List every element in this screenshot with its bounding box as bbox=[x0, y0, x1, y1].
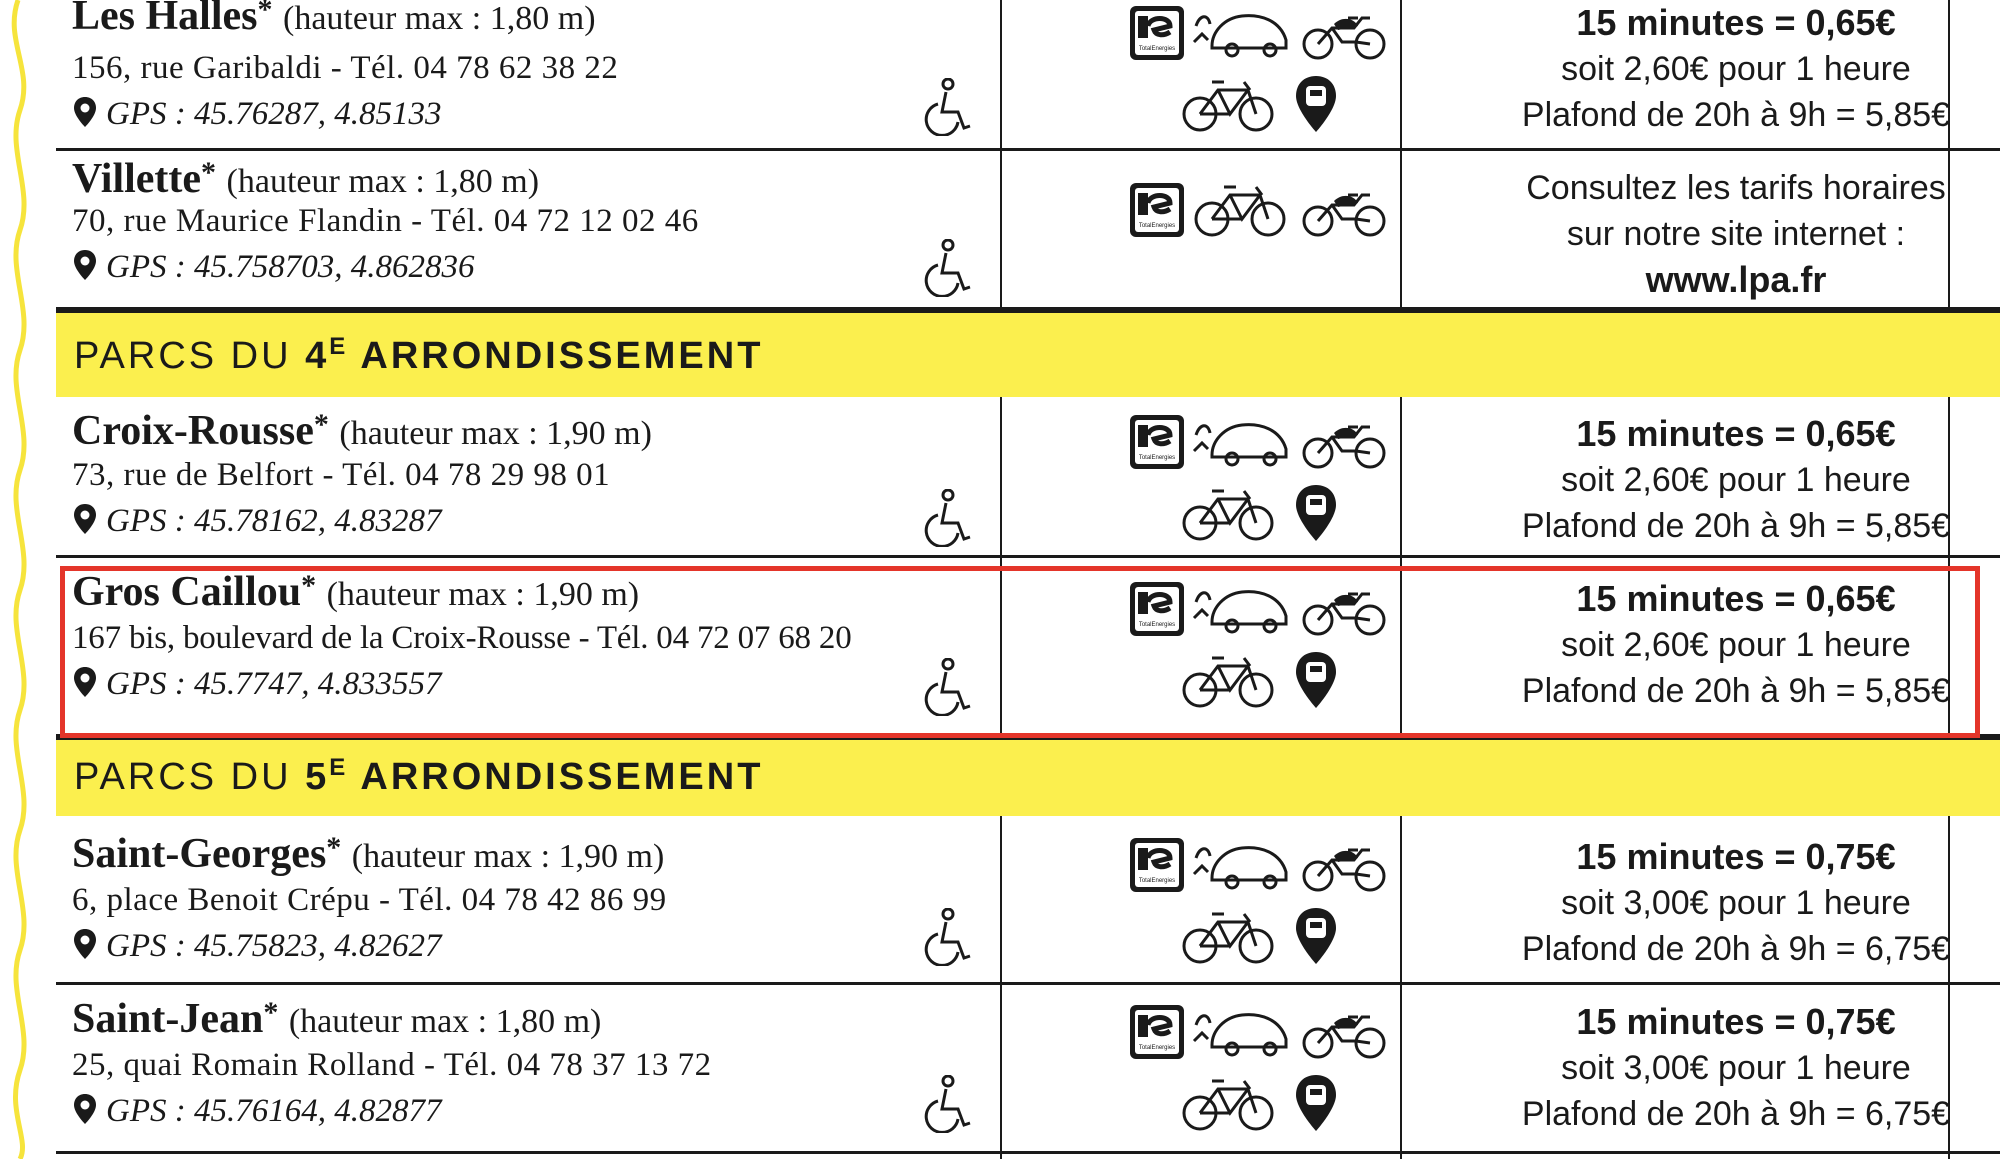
bicycle-icon bbox=[1178, 76, 1278, 134]
wheelchair-icon bbox=[918, 908, 974, 966]
electric-car-icon bbox=[1190, 415, 1290, 473]
svg-text:TotalEnergies: TotalEnergies bbox=[1138, 1045, 1176, 1051]
motorcycle-icon bbox=[1298, 183, 1388, 241]
wheelchair-icon bbox=[918, 78, 974, 136]
park-name: Saint-Jean* (hauteur max : 1,80 m) bbox=[72, 996, 602, 1042]
park-gps: GPS : 45.78162, 4.83287 bbox=[72, 503, 441, 540]
park-name: Les Halles* (hauteur max : 1,80 m) bbox=[72, 0, 596, 39]
park-gps: GPS : 45.75823, 4.82627 bbox=[72, 928, 441, 965]
park-gps: GPS : 45.76287, 4.85133 bbox=[72, 96, 441, 133]
electric-car-icon bbox=[1190, 838, 1290, 896]
park-address: 25, quai Romain Rolland - Tél. 04 78 37 13 72 bbox=[72, 1047, 712, 1083]
services-icons bbox=[1068, 4, 1398, 144]
park-name: Croix-Rousse* (hauteur max : 1,90 m) bbox=[72, 408, 652, 454]
park-row-saint-jean bbox=[56, 985, 2000, 1154]
park-row-les-halles bbox=[56, 0, 2000, 151]
price-block: 15 minutes = 0,65€ soit 2,60€ pour 1 heure Plafond de 20h à 9h = 5,85€ bbox=[1521, 2, 1951, 134]
totalenergies-logo bbox=[1128, 413, 1186, 471]
location-pin-icon bbox=[72, 1093, 98, 1125]
park-name: Villette* (hauteur max : 1,80 m) bbox=[72, 156, 540, 202]
park-gps: GPS : 45.7747, 4.833557 bbox=[72, 666, 441, 703]
electric-car-icon bbox=[1190, 6, 1290, 64]
services-icons bbox=[1068, 836, 1398, 976]
park-address: 6, place Benoit Crépu - Tél. 04 78 42 86 99 bbox=[72, 882, 667, 918]
price-block: 15 minutes = 0,65€ soit 2,60€ pour 1 heure Plafond de 20h à 9h = 5,85€ bbox=[1521, 578, 1951, 710]
svg-text:TotalEnergies: TotalEnergies bbox=[1138, 622, 1176, 628]
price-block: 15 minutes = 0,75€ soit 3,00€ pour 1 heure Plafond de 20h à 9h = 6,75€ bbox=[1521, 836, 1951, 968]
motorcycle-icon bbox=[1298, 6, 1388, 64]
electric-car-icon bbox=[1190, 1005, 1290, 1063]
svg-text:TotalEnergies: TotalEnergies bbox=[1138, 455, 1176, 461]
price-block: 15 minutes = 0,75€ soit 3,00€ pour 1 heure Plafond de 20h à 9h = 6,75€ bbox=[1521, 1001, 1951, 1133]
location-pin-icon bbox=[72, 249, 98, 281]
wheelchair-icon bbox=[918, 489, 974, 547]
decorative-squiggle bbox=[0, 0, 56, 1159]
park-gps: GPS : 45.76164, 4.82877 bbox=[72, 1093, 441, 1130]
location-pin-icon bbox=[72, 503, 98, 535]
motorcycle-icon bbox=[1298, 838, 1388, 896]
location-pin-icon bbox=[72, 96, 98, 128]
svg-text:TotalEnergies: TotalEnergies bbox=[1138, 878, 1176, 884]
location-pin-icon bbox=[72, 928, 98, 960]
motorcycle-icon bbox=[1298, 415, 1388, 473]
highlight-box bbox=[60, 566, 1980, 738]
svg-text:TotalEnergies: TotalEnergies bbox=[1138, 46, 1176, 52]
bicycle-icon bbox=[1178, 485, 1278, 543]
park-address: 156, rue Garibaldi - Tél. 04 78 62 38 22 bbox=[72, 50, 619, 86]
section-header-4e: PARCS DU $4^E$ ARRONDISSEMENT bbox=[56, 313, 2000, 397]
services-icons bbox=[1068, 1003, 1398, 1143]
services-icons bbox=[1068, 181, 1398, 321]
wheelchair-icon bbox=[918, 239, 974, 297]
services-icons bbox=[1068, 413, 1398, 553]
wheelchair-icon bbox=[918, 1075, 974, 1133]
bicycle-icon bbox=[1190, 181, 1290, 239]
location-pin-icon bbox=[1294, 483, 1338, 543]
park-address: 167 bis, boulevard de la Croix-Rousse - Tél. 04 72 07 68 20 bbox=[72, 620, 852, 656]
park-name: Saint-Georges* (hauteur max : 1,90 m) bbox=[72, 831, 665, 877]
location-pin-icon bbox=[1294, 906, 1338, 966]
svg-text:TotalEnergies: TotalEnergies bbox=[1138, 223, 1176, 229]
park-row-villette bbox=[56, 151, 2000, 313]
location-pin-icon bbox=[1294, 1073, 1338, 1133]
section-header-5e: PARCS DU $5^E$ ARRONDISSEMENT bbox=[56, 740, 2000, 816]
totalenergies-logo bbox=[1128, 1003, 1186, 1061]
park-row-saint-georges bbox=[56, 816, 2000, 985]
park-address: 70, rue Maurice Flandin - Tél. 04 72 12 02 46 bbox=[72, 203, 699, 239]
motorcycle-icon bbox=[1298, 1005, 1388, 1063]
totalenergies-logo bbox=[1128, 836, 1186, 894]
location-pin-icon bbox=[1294, 74, 1338, 134]
park-name: Gros Caillou* (hauteur max : 1,90 m) bbox=[72, 569, 640, 615]
totalenergies-logo bbox=[1128, 181, 1186, 239]
park-row-croix-rousse bbox=[56, 397, 2000, 558]
price-block: 15 minutes = 0,65€ soit 2,60€ pour 1 heure Plafond de 20h à 9h = 5,85€ bbox=[1521, 413, 1951, 545]
park-gps: GPS : 45.758703, 4.862836 bbox=[72, 249, 474, 286]
totalenergies-logo bbox=[1128, 4, 1186, 62]
price-block: Consultez les tarifs horaires sur notre site internet : www.lpa.fr bbox=[1526, 169, 1946, 300]
bicycle-icon bbox=[1178, 908, 1278, 966]
bicycle-icon bbox=[1178, 1075, 1278, 1133]
park-address: 73, rue de Belfort - Tél. 04 78 29 98 01 bbox=[72, 457, 611, 493]
